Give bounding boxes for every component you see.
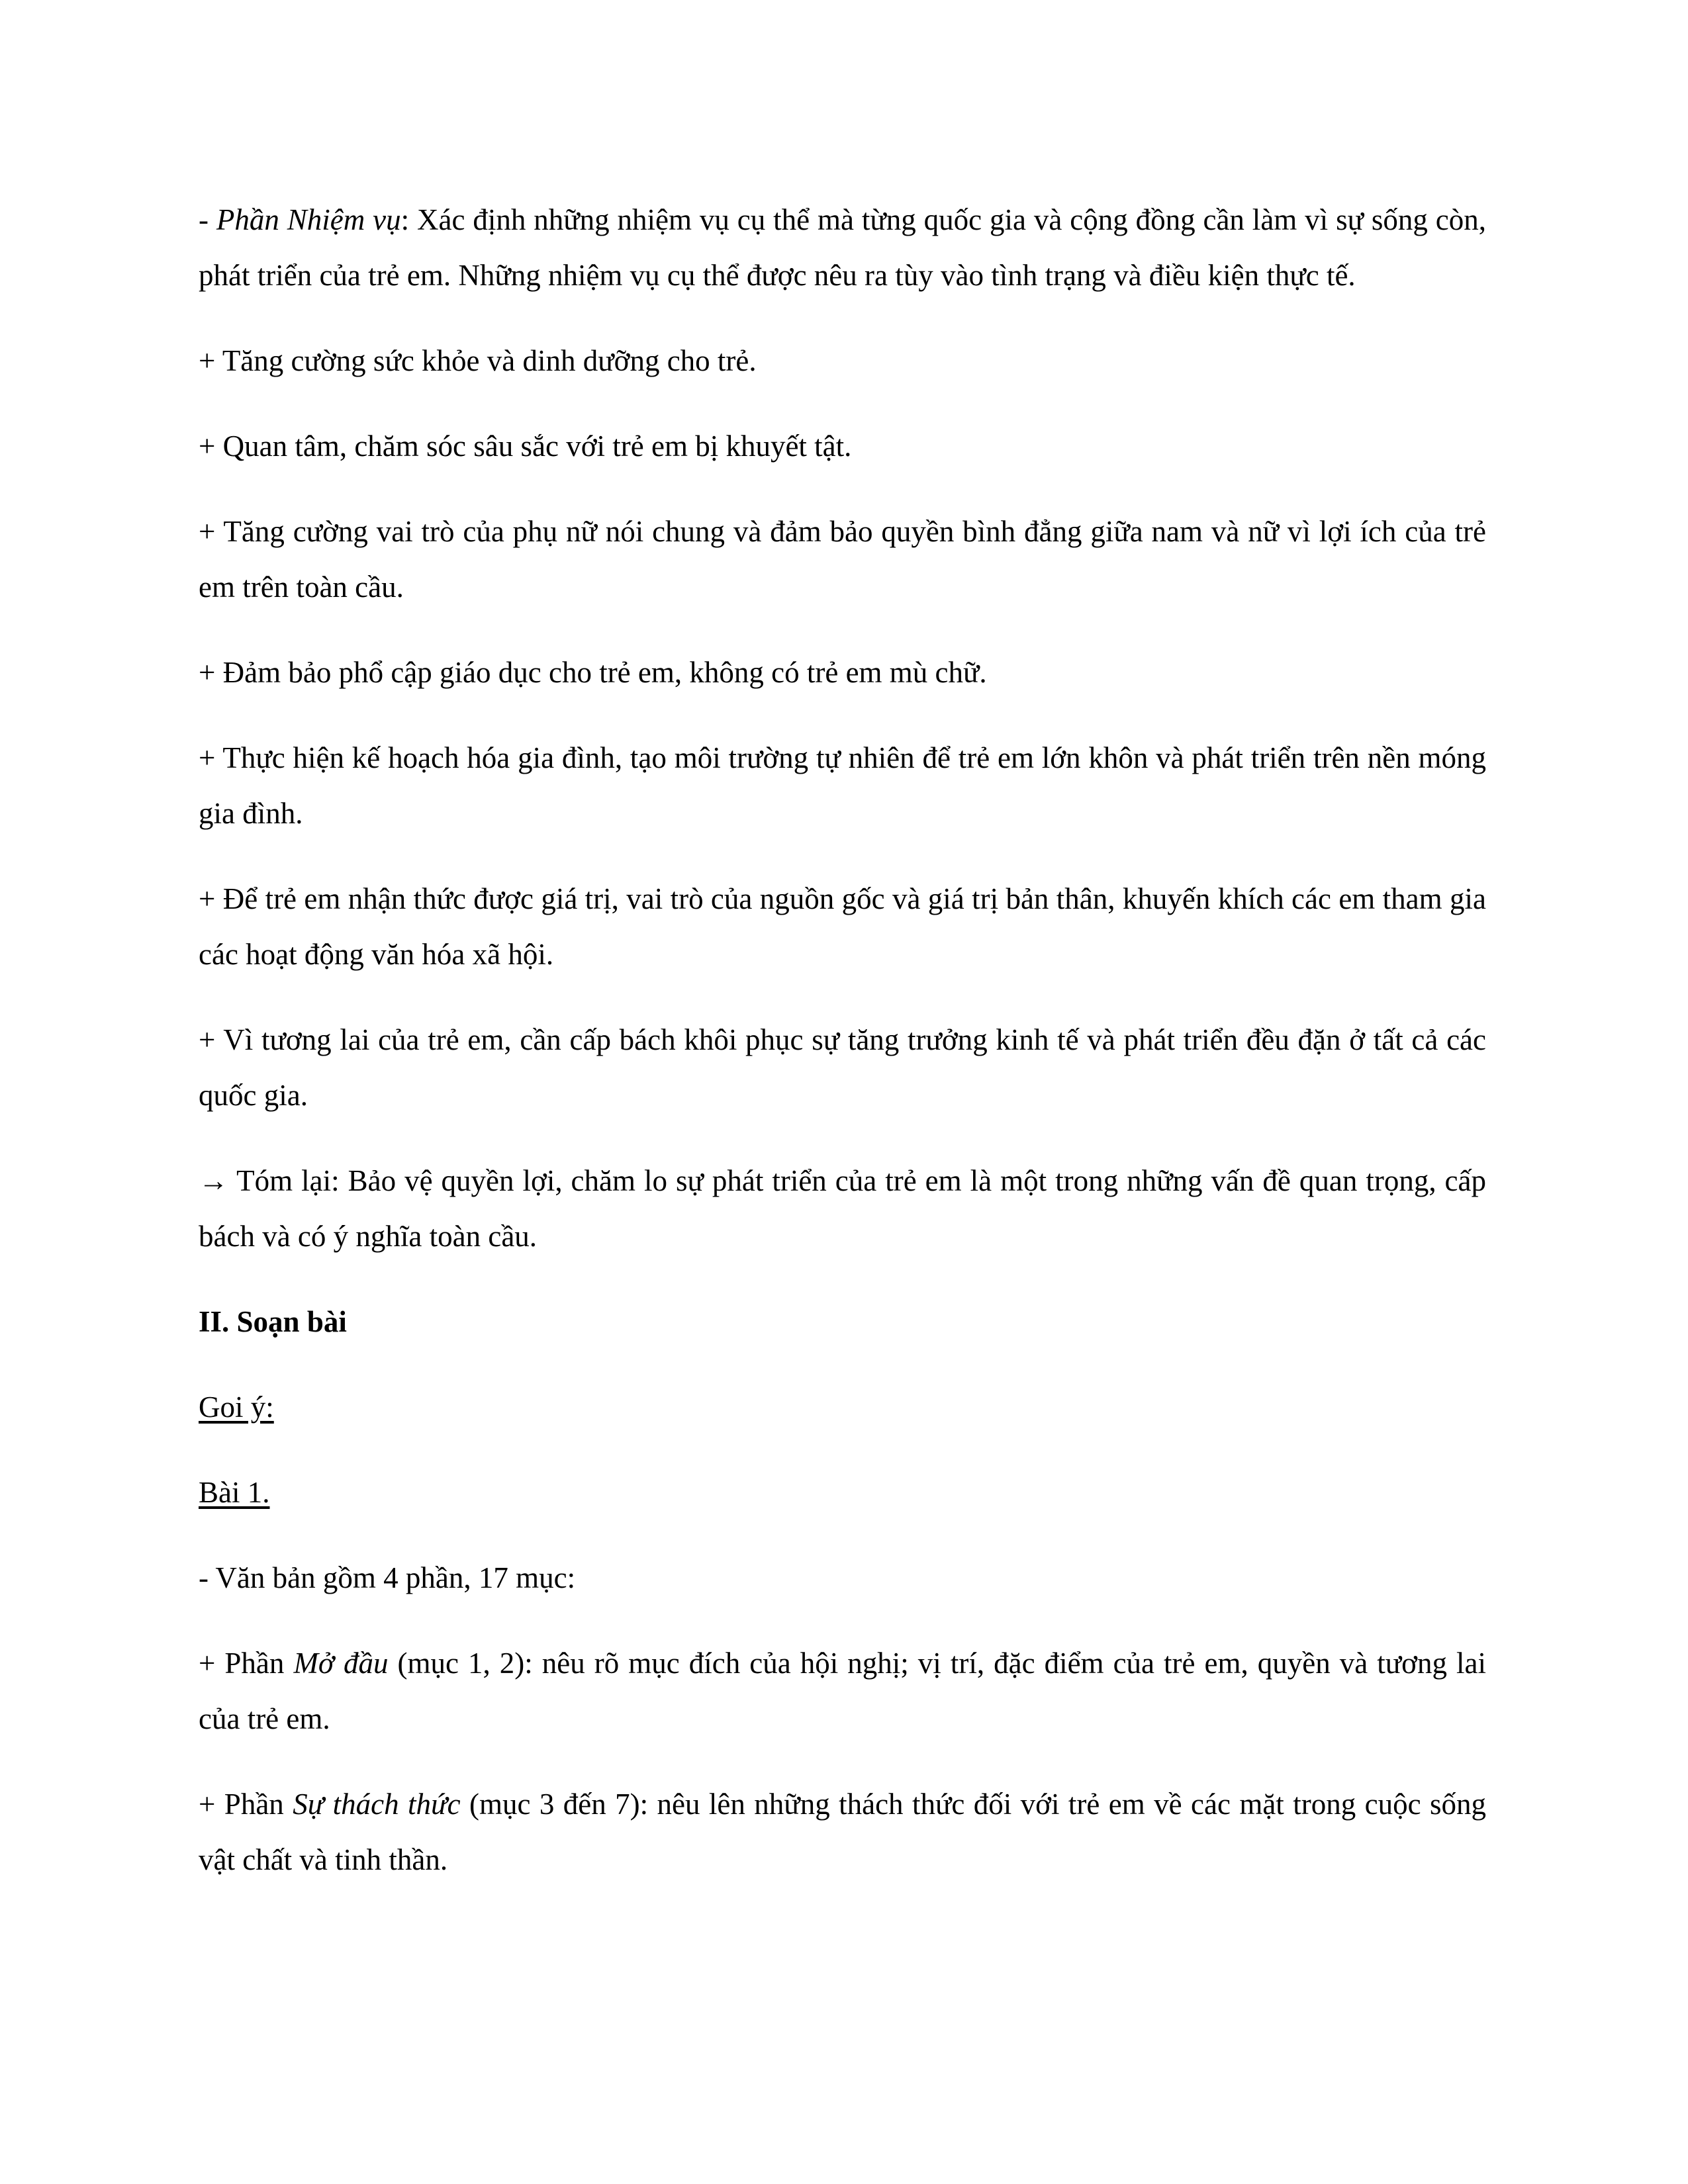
list-item: + Quan tâm, chăm sóc sâu sắc với trẻ em bị khuyết tật.	[199, 430, 852, 463]
part-title-nhiem-vu: Phần Nhiệm vụ	[216, 203, 401, 236]
goi-y-label: Goi ý:	[199, 1390, 274, 1424]
part-title-mo-dau: Mở đầu	[293, 1647, 389, 1680]
paragraph-text: (mục 1, 2): nêu rõ mục đích của hội nghị; vị trí, đặc điểm của trẻ em, quyền và tương lai của trẻ em.	[199, 1647, 1486, 1735]
paragraph-nhiem-vu	[199, 192, 1486, 303]
list-item: + Để trẻ em nhận thức được giá trị, vai trò của nguồn gốc và giá trị bản thân, khuyến khích các em tham gia các hoạt động văn hóa xã hội.	[199, 882, 1486, 971]
paragraph-text: : Xác định những nhiệm vụ cụ thể mà từng quốc gia và cộng đồng cần làm vì sự sống còn, phát triển của trẻ em. Những nhiệm vụ cụ thể được nêu ra tùy vào tình trạng và điều kiện thực tế.	[199, 203, 1486, 292]
summary-paragraph: → Tóm lại: Bảo vệ quyền lợi, chăm lo sự phát triển của trẻ em là một trong những vấn đề quan trọng, cấp bách và có ý nghĩa toàn cầu.	[199, 1164, 1486, 1253]
plus-prefix: + Phần	[199, 1647, 294, 1680]
dash-prefix: -	[199, 203, 216, 236]
bai-1-label: Bài 1.	[199, 1476, 270, 1509]
structure-paragraph: - Văn bản gồm 4 phần, 17 mục:	[199, 1561, 576, 1594]
list-item: + Tăng cường vai trò của phụ nữ nói chung và đảm bảo quyền bình đẳng giữa nam và nữ vì lợi ích của trẻ em trên toàn cầu.	[199, 515, 1486, 604]
plus-prefix: + Phần	[199, 1788, 293, 1821]
part-title-thach-thuc: Sự thách thức	[293, 1788, 461, 1821]
list-item: + Thực hiện kế hoạch hóa gia đình, tạo môi trường tự nhiên để trẻ em lớn khôn và phát triển trên nền móng gia đình.	[199, 741, 1486, 830]
section-heading: II. Soạn bài	[199, 1305, 347, 1338]
list-item: + Tăng cường sức khỏe và dinh dưỡng cho trẻ.	[199, 344, 757, 377]
list-item: + Đảm bảo phổ cập giáo dục cho trẻ em, không có trẻ em mù chữ.	[199, 656, 987, 689]
paragraph-thach-thuc	[199, 1776, 1486, 1888]
list-item: + Vì tương lai của trẻ em, cần cấp bách khôi phục sự tăng trưởng kinh tế và phát triển đều đặn ở tất cả các quốc gia.	[199, 1023, 1486, 1112]
document-page	[199, 192, 1486, 1917]
paragraph-text: (mục 3 đến 7): nêu lên những thách thức đối với trẻ em về các mặt trong cuộc sống vật chất và tinh thần.	[199, 1788, 1486, 1876]
paragraph-mo-dau	[199, 1635, 1486, 1747]
